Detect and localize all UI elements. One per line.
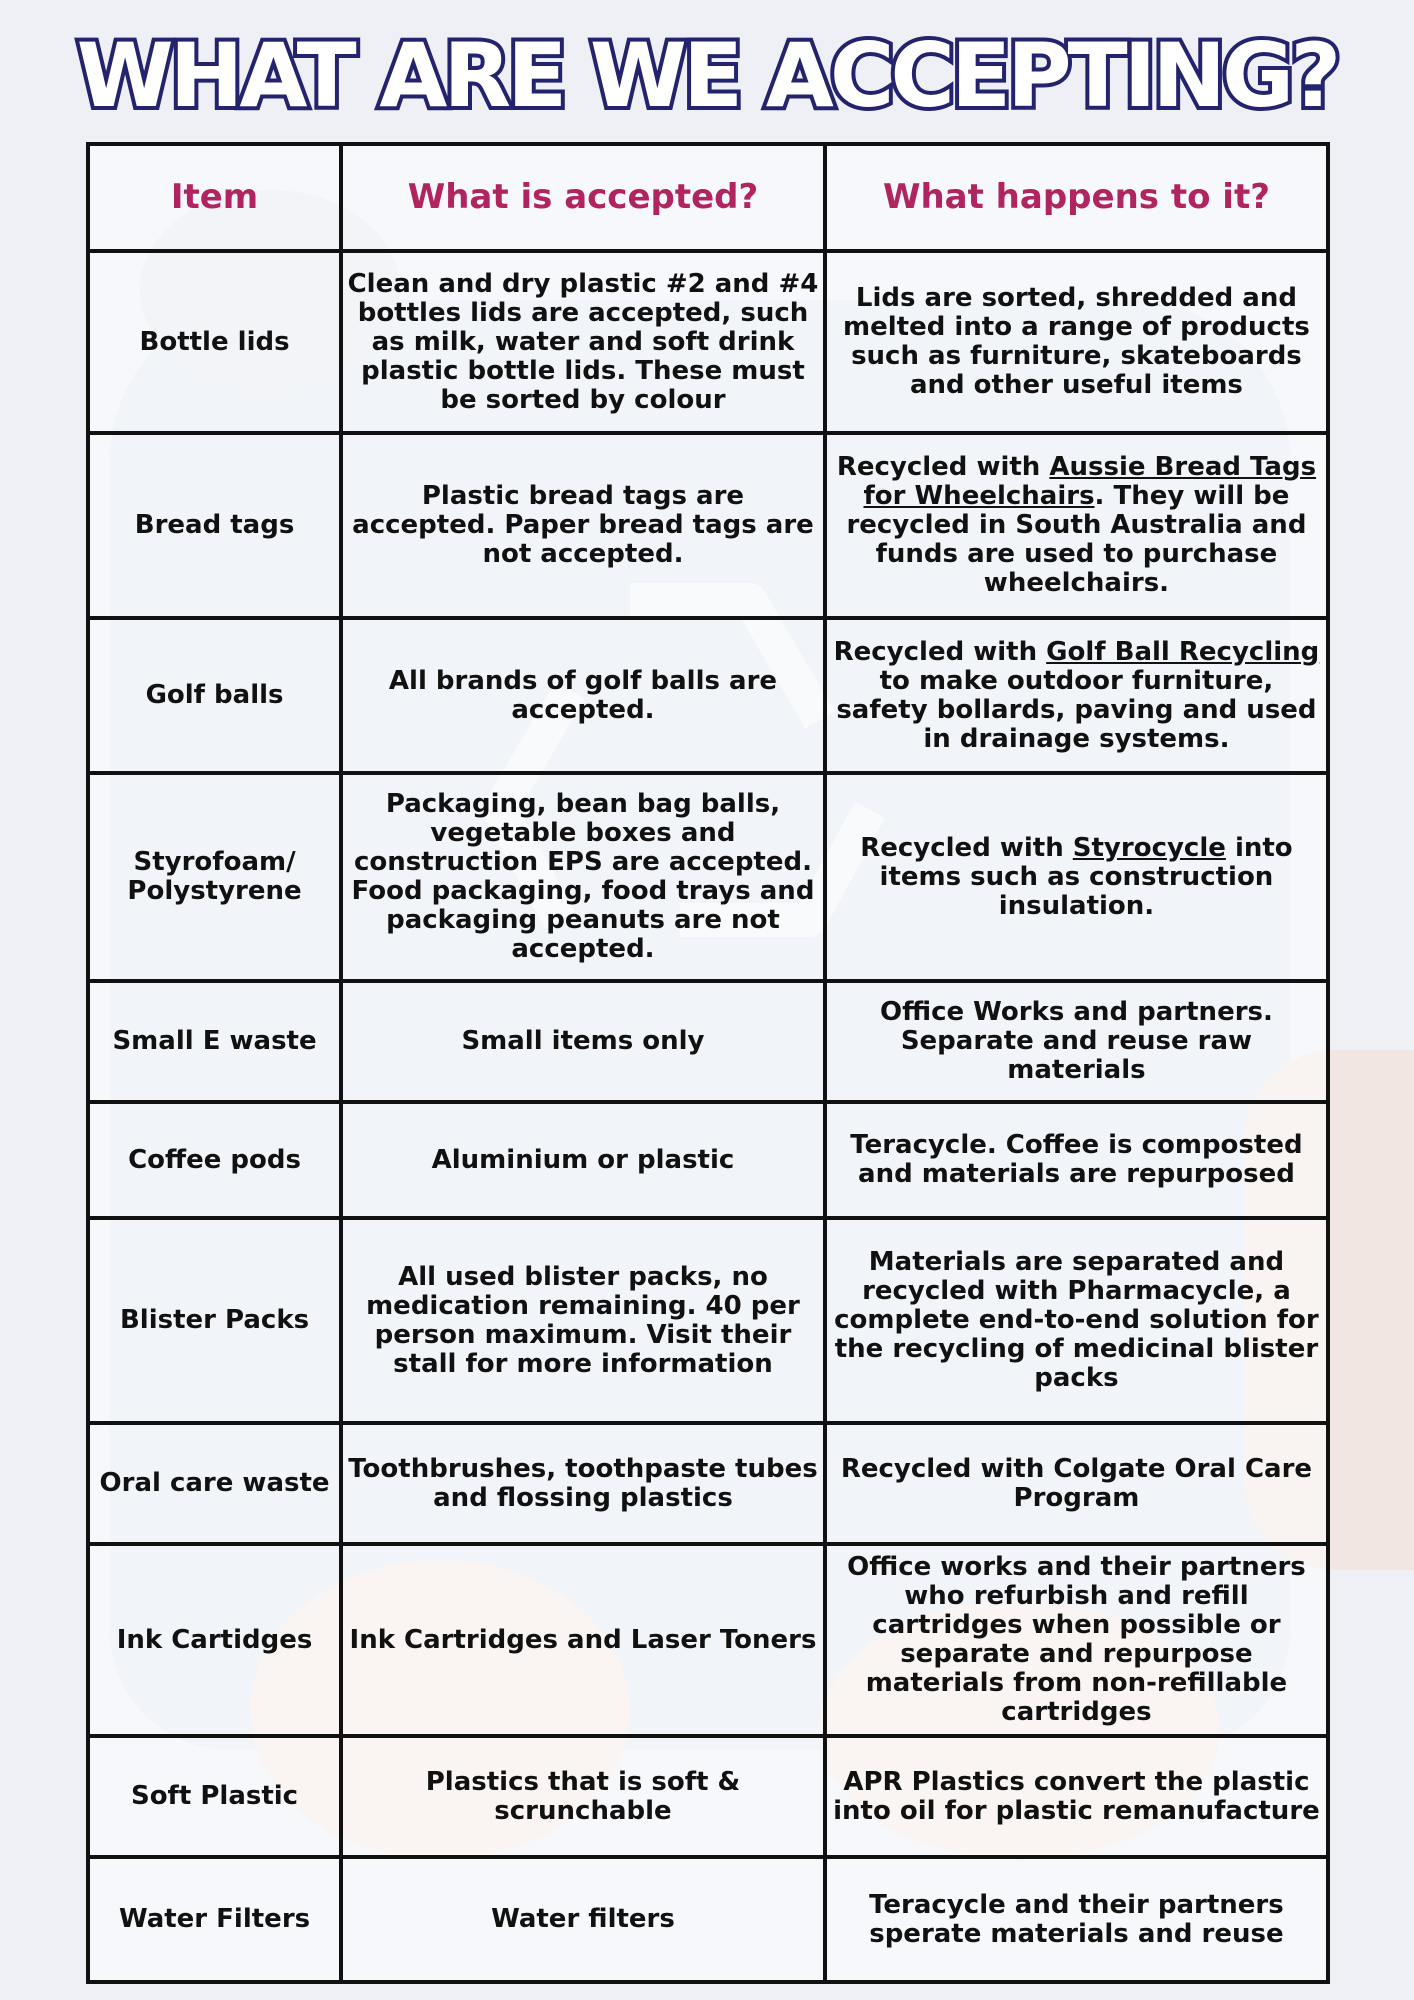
item-cell: Styrofoam/ Polystyrene: [88, 773, 341, 981]
accepted-cell: Plastics that is soft & scrunchable: [341, 1736, 825, 1857]
happens-cell: Recycled with Styrocycle into items such as construction insulation.: [825, 773, 1328, 981]
item-cell: Bottle lids: [88, 251, 341, 433]
table-row: [88, 433, 1328, 618]
happens-cell: Recycled with Aussie Bread Tags for Wheelchairs. They will be recycled in South Australia and funds are used to purchase wheelchairs.: [825, 433, 1328, 618]
accepted-cell: All brands of golf balls are accepted.: [341, 618, 825, 773]
happens-cell: Office works and their partners who refurbish and refill cartridges when possible or separate and repurpose materials from non-refillable cartridges: [825, 1544, 1328, 1736]
item-cell: Coffee pods: [88, 1102, 341, 1218]
acceptance-table: [86, 142, 1330, 1984]
partner-link[interactable]: Golf Ball Recycling: [1046, 636, 1320, 667]
happens-cell: Teracycle. Coffee is composted and materials are repurposed: [825, 1102, 1328, 1218]
item-cell: Oral care waste: [88, 1423, 341, 1544]
item-cell: Bread tags: [88, 433, 341, 618]
page-title: WHAT ARE WE ACCEPTING?: [76, 24, 1338, 127]
happens-cell: Materials are separated and recycled with Pharmacycle, a complete end-to-end solution for the recycling of medicinal blister packs: [825, 1218, 1328, 1423]
item-cell: Water Filters: [88, 1857, 341, 1982]
table-row: [88, 981, 1328, 1102]
accepted-cell: Aluminium or plastic: [341, 1102, 825, 1218]
header-accepted: What is accepted?: [341, 144, 825, 251]
table-row: [88, 773, 1328, 981]
accepted-cell: Small items only: [341, 981, 825, 1102]
item-cell: Ink Cartidges: [88, 1544, 341, 1736]
table-row: [88, 1102, 1328, 1218]
table-row: [88, 1857, 1328, 1982]
happens-cell: Teracycle and their partners sperate materials and reuse: [825, 1857, 1328, 1982]
partner-link[interactable]: Aussie Bread Tags for Wheelchairs: [863, 452, 1317, 511]
item-cell: Soft Plastic: [88, 1736, 341, 1857]
item-cell: Blister Packs: [88, 1218, 341, 1423]
accepted-cell: Plastic bread tags are accepted. Paper bread tags are not accepted.: [341, 433, 825, 618]
accepted-cell: Packaging, bean bag balls, vegetable boxes and construction EPS are accepted. Food packaging, food trays and packaging peanuts are not accepted.: [341, 773, 825, 981]
table-row: [88, 1423, 1328, 1544]
table-row: [88, 1544, 1328, 1736]
partner-link[interactable]: Styrocycle: [1072, 832, 1226, 863]
accepted-cell: Water filters: [341, 1857, 825, 1982]
accepted-cell: All used blister packs, no medication remaining. 40 per person maximum. Visit their stall for more information: [341, 1218, 825, 1423]
header-item: Item: [88, 144, 341, 251]
header-happens: What happens to it?: [825, 144, 1328, 251]
accepted-cell: Toothbrushes, toothpaste tubes and flossing plastics: [341, 1423, 825, 1544]
happens-cell: Recycled with Colgate Oral Care Program: [825, 1423, 1328, 1544]
item-cell: Golf balls: [88, 618, 341, 773]
table-header-row: [88, 144, 1328, 251]
accepted-cell: Clean and dry plastic #2 and #4 bottles lids are accepted, such as milk, water and soft drink plastic bottle lids. These must be sorted by colour: [341, 251, 825, 433]
accepted-cell: Ink Cartridges and Laser Toners: [341, 1544, 825, 1736]
happens-cell: Lids are sorted, shredded and melted into a range of products such as furniture, skateboards and other useful items: [825, 251, 1328, 433]
item-cell: Small E waste: [88, 981, 341, 1102]
table-row: [88, 1218, 1328, 1423]
happens-cell: APR Plastics convert the plastic into oil for plastic remanufacture: [825, 1736, 1328, 1857]
table-row: [88, 1736, 1328, 1857]
table-row: [88, 251, 1328, 433]
table-row: [88, 618, 1328, 773]
happens-cell: Office Works and partners. Separate and reuse raw materials: [825, 981, 1328, 1102]
happens-cell: Recycled with Golf Ball Recycling to make outdoor furniture, safety bollards, paving and used in drainage systems.: [825, 618, 1328, 773]
